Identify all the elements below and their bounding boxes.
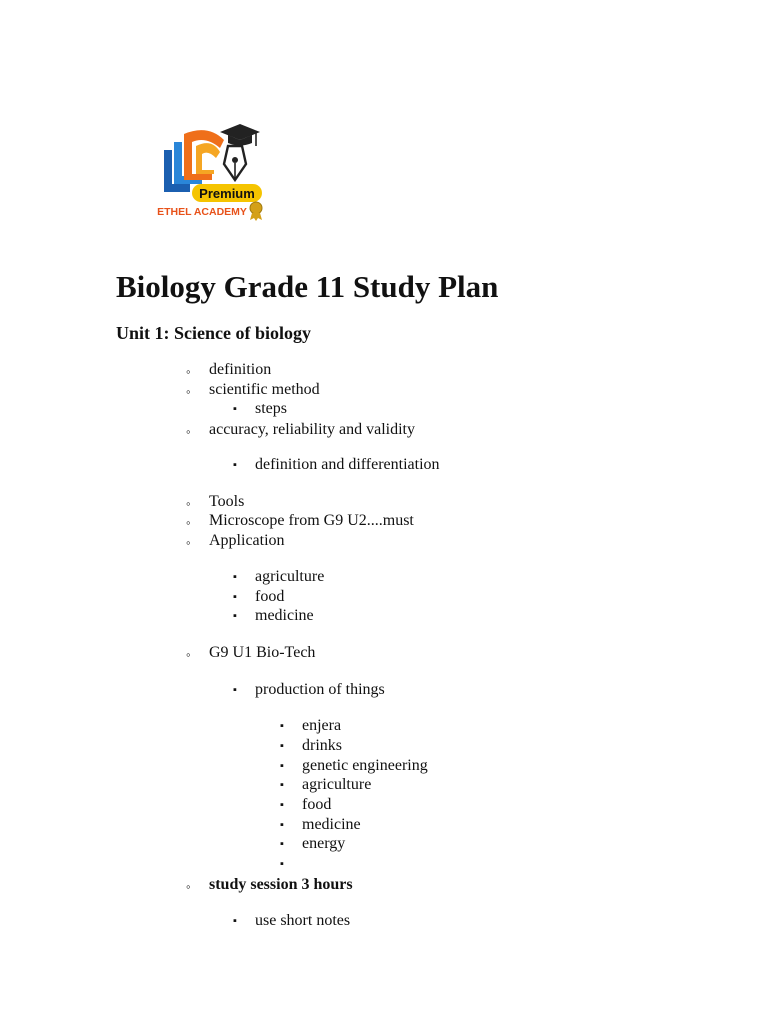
outline-item: medicine xyxy=(255,607,314,624)
outline-item: definition xyxy=(209,361,272,378)
square-bullet-icon: ▪ xyxy=(280,858,284,870)
circle-bullet-icon: ◦ xyxy=(186,879,191,894)
outline-item: medicine xyxy=(302,816,361,833)
circle-bullet-icon: ◦ xyxy=(186,364,191,379)
circle-bullet-icon: ◦ xyxy=(186,496,191,511)
outline-item: food xyxy=(302,796,332,813)
page-title: Biology Grade 11 Study Plan xyxy=(116,269,499,304)
outline-item: scientific method xyxy=(209,381,320,398)
square-bullet-icon: ▪ xyxy=(233,610,237,622)
logo-badge-text: Premium xyxy=(199,186,255,201)
outline-item: production of things xyxy=(255,681,385,698)
outline-item: accuracy, reliability and validity xyxy=(209,421,415,438)
square-bullet-icon: ▪ xyxy=(233,915,237,927)
square-bullet-icon: ▪ xyxy=(280,819,284,831)
circle-bullet-icon: ◦ xyxy=(186,515,191,530)
circle-bullet-icon: ◦ xyxy=(186,647,191,662)
outline-item: G9 U1 Bio-Tech xyxy=(209,644,316,661)
circle-bullet-icon: ◦ xyxy=(186,535,191,550)
square-bullet-icon: ▪ xyxy=(280,720,284,732)
square-bullet-icon: ▪ xyxy=(280,838,284,850)
logo-brand-text: ETHEL ACADEMY xyxy=(157,206,247,218)
square-bullet-icon: ▪ xyxy=(233,571,237,583)
outline-item: Microscope from G9 U2....must xyxy=(209,512,414,529)
outline-item: steps xyxy=(255,400,287,417)
square-bullet-icon: ▪ xyxy=(233,459,237,471)
outline-item: genetic engineering xyxy=(302,757,428,774)
circle-bullet-icon: ◦ xyxy=(186,384,191,399)
square-bullet-icon: ▪ xyxy=(280,779,284,791)
outline-item: definition and differentiation xyxy=(255,456,440,473)
square-bullet-icon: ▪ xyxy=(233,684,237,696)
academy-logo xyxy=(116,88,288,248)
outline-item: food xyxy=(255,588,285,605)
outline-item: enjera xyxy=(302,717,342,734)
square-bullet-icon: ▪ xyxy=(233,591,237,603)
circle-bullet-icon: ◦ xyxy=(186,424,191,439)
square-bullet-icon: ▪ xyxy=(233,403,237,415)
outline-item: Application xyxy=(209,532,285,549)
outline-item: agriculture xyxy=(302,776,372,793)
square-bullet-icon: ▪ xyxy=(280,799,284,811)
outline-item: drinks xyxy=(302,737,342,754)
outline-item: agriculture xyxy=(255,568,325,585)
square-bullet-icon: ▪ xyxy=(280,760,284,772)
outline-item: study session 3 hours xyxy=(209,876,353,893)
outline-item: Tools xyxy=(209,493,245,510)
unit-heading: Unit 1: Science of biology xyxy=(116,323,311,343)
logo-graphic xyxy=(116,88,288,248)
outline-item: energy xyxy=(302,835,346,852)
outline-item: use short notes xyxy=(255,912,351,929)
square-bullet-icon: ▪ xyxy=(280,740,284,752)
